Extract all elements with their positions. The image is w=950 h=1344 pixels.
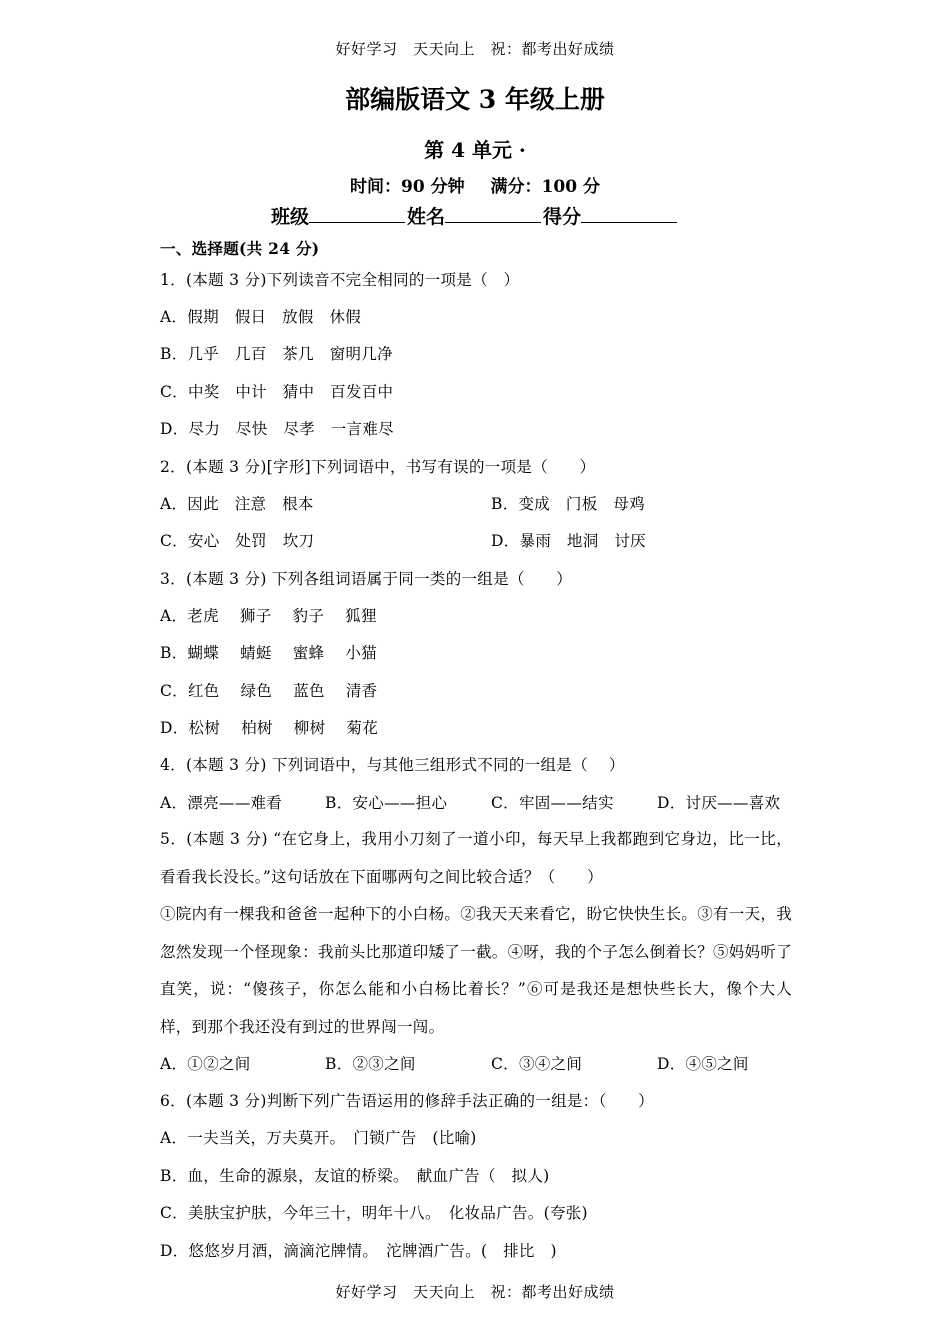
page-title: 部编版语文 3 年级上册 bbox=[345, 85, 605, 114]
q2-option-c[interactable]: C．安心 处罚 坎刀 bbox=[160, 532, 315, 550]
q2-option-a[interactable]: A．因此 注意 根本 bbox=[160, 495, 314, 513]
time-score-line bbox=[0, 172, 950, 197]
q3-option-b[interactable]: B．蝴蝶 蜻蜓 蜜蜂 小猫 bbox=[160, 644, 377, 662]
q4-option-d[interactable]: D．讨厌——喜欢 bbox=[657, 794, 781, 812]
q3-option-a[interactable]: A．老虎 狮子 豹子 狐狸 bbox=[160, 607, 377, 625]
q2-option-b[interactable]: B．变成 门板 母鸡 bbox=[491, 495, 645, 513]
name-blank[interactable] bbox=[445, 204, 541, 223]
q2-stem: 2．(本题 3 分)[字形]下列词语中，书写有误的一项是（ ） bbox=[160, 458, 596, 476]
q5-option-a[interactable]: A．①②之间 bbox=[160, 1055, 251, 1073]
q1-option-c[interactable]: C．中奖 中计 猜中 百发百中 bbox=[160, 383, 394, 401]
q5-passage: ①院内有一棵我和爸爸一起种下的小白杨。②我天天来看它，盼它快快生长。③有一天，我忽然发现一个怪现象：我前头比那道印矮了一截。④呀，我的个子怎么倒着长？⑤妈妈听了直笑，说：“傻孩子，你怎么能和小白杨比着长？”⑥可是我还是想快些长大，像个大人样，到那个我还没有到过的世界闯一闯。 bbox=[160, 905, 793, 1036]
q3-option-c[interactable]: C．红色 绿色 蓝色 清香 bbox=[160, 682, 378, 700]
q1-option-a[interactable]: A．假期 假日 放假 休假 bbox=[160, 308, 362, 326]
q6-option-d[interactable]: D．悠悠岁月酒，滴滴沱牌情。 沱牌酒广告。( 排比 ) bbox=[160, 1242, 557, 1260]
q5-option-b[interactable]: B．②③之间 bbox=[325, 1055, 416, 1073]
page-footer: 好好学习 天天向上 祝：都考出好成绩 bbox=[335, 1283, 615, 1301]
q1-option-d[interactable]: D．尽力 尽快 尽孝 一言难尽 bbox=[160, 420, 394, 438]
page-header: 好好学习 天天向上 祝：都考出好成绩 bbox=[335, 40, 615, 58]
q4-option-a[interactable]: A．漂亮——难看 bbox=[160, 794, 283, 812]
q2-option-d[interactable]: D．暴雨 地洞 讨厌 bbox=[491, 532, 646, 550]
q5-option-d[interactable]: D．④⑤之间 bbox=[657, 1055, 749, 1073]
q6-option-a[interactable]: A．一夫当关，万夫莫开。 门锁广告 (比喻) bbox=[160, 1129, 477, 1147]
q6-option-c[interactable]: C．美肤宝护肤，今年三十，明年十八。 化妆品广告。(夸张) bbox=[160, 1204, 588, 1222]
q4-option-c[interactable]: C．牢固——结实 bbox=[491, 794, 614, 812]
score-blank[interactable] bbox=[581, 204, 677, 223]
q5-option-c[interactable]: C．③④之间 bbox=[491, 1055, 583, 1073]
q1-option-b[interactable]: B．几乎 几百 茶几 窗明几净 bbox=[160, 345, 393, 363]
q3-option-d[interactable]: D．松树 柏树 柳树 菊花 bbox=[160, 719, 379, 737]
q4-option-b[interactable]: B．安心——担心 bbox=[325, 794, 448, 812]
student-info-line bbox=[0, 202, 950, 229]
q3-stem: 3．(本题 3 分) 下列各组词语属于同一类的一组是（ ） bbox=[160, 570, 573, 588]
q5-stem: 5．(本题 3 分) “在它身上，我用小刀刻了一道小印，每天早上我都跑到它身边，比一比，看看我长没长。”这句话放在下面哪两句之间比较合适？（ ） bbox=[160, 830, 792, 886]
section-title: 一、选择题(共 24 分) bbox=[160, 239, 320, 258]
q4-stem: 4．(本题 3 分) 下列词语中，与其他三组形式不同的一组是（ ） bbox=[160, 756, 625, 774]
q6-stem: 6．(本题 3 分)判断下列广告语运用的修辞手法正确的一组是：（ ） bbox=[160, 1092, 654, 1110]
q1-stem: 1．(本题 3 分)下列读音不完全相同的一项是（ ） bbox=[160, 271, 520, 289]
class-blank[interactable] bbox=[309, 204, 405, 223]
time-label: 时间：90 分钟 bbox=[350, 177, 465, 197]
name-label: 姓名 bbox=[406, 206, 445, 228]
class-label: 班级 bbox=[270, 206, 309, 228]
full-score-label: 满分：100 分 bbox=[490, 177, 600, 197]
unit-title: 第 4 单元 · bbox=[424, 138, 526, 162]
score-label: 得分 bbox=[543, 206, 582, 228]
q6-option-b[interactable]: B．血，生命的源泉，友谊的桥梁。 献血广告（ 拟人) bbox=[160, 1167, 550, 1185]
